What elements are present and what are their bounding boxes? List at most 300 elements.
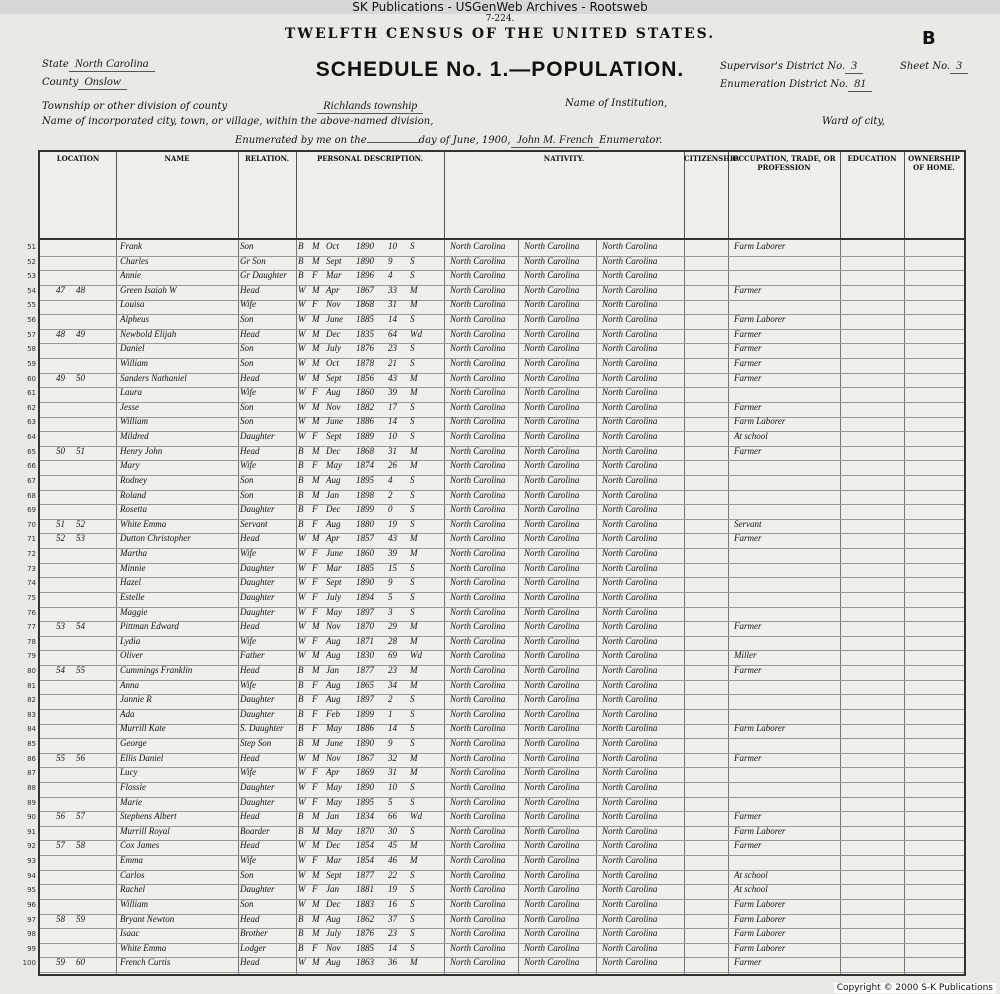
cell-occ: Farmer: [734, 957, 762, 968]
cell-rel: Wife: [240, 855, 256, 866]
cell-sex: M: [312, 401, 320, 412]
cell-rel: Head: [240, 811, 260, 822]
cell-occ: Farm Laborer: [734, 928, 786, 939]
census-ledger: [22, 150, 966, 976]
cell-name: Lucy: [120, 767, 138, 778]
cell-mother: North Carolina: [602, 621, 658, 632]
cell-birth: North Carolina: [450, 635, 506, 646]
cell-age: 9: [388, 738, 393, 749]
cell-year: 1867: [356, 752, 374, 763]
cell-color: W: [298, 752, 306, 763]
cell-mother: North Carolina: [602, 694, 658, 705]
cell-year: 1830: [356, 650, 374, 661]
cell-color: B: [298, 679, 304, 690]
cell-father: North Carolina: [524, 913, 580, 924]
copyright-notice: Copyright © 2000 S-K Publications: [834, 983, 996, 993]
cell-color: W: [298, 548, 306, 559]
cell-occ: Farmer: [734, 664, 762, 675]
cell-mother: North Carolina: [602, 869, 658, 880]
cell-rel: Head: [240, 328, 260, 339]
cell-mother: North Carolina: [602, 650, 658, 661]
cell-mother: North Carolina: [602, 401, 658, 412]
cell-mother: North Carolina: [602, 752, 658, 763]
cell-age: 26: [388, 460, 397, 471]
cell-cond: S: [410, 474, 415, 485]
cell-rel: Gr Son: [240, 255, 266, 266]
cell-color: B: [298, 811, 304, 822]
cell-name: Minnie: [120, 562, 146, 573]
supervisor-field: Supervisor's District No. 3: [720, 58, 863, 74]
schedule-title: SCHEDULE No. 1.—POPULATION.: [315, 58, 685, 81]
cell-occ: Farmer: [734, 811, 762, 822]
cell-month: May: [326, 723, 342, 734]
cell-mother: North Carolina: [602, 299, 658, 310]
cell-father: North Carolina: [524, 650, 580, 661]
cell-mother: North Carolina: [602, 811, 658, 822]
cell-birth: North Carolina: [450, 869, 506, 880]
cell-rel: Wife: [240, 299, 256, 310]
row-number: 61: [27, 389, 36, 398]
cell-mother: North Carolina: [602, 445, 658, 456]
cell-year: 1898: [356, 489, 374, 500]
cell-birth: North Carolina: [450, 548, 506, 559]
cell-color: W: [298, 855, 306, 866]
cell-year: 1860: [356, 548, 374, 559]
cell-mother: North Carolina: [602, 343, 658, 354]
cell-occ: At school: [734, 431, 768, 442]
cell-father: North Carolina: [524, 591, 580, 602]
cell-cond: S: [410, 562, 415, 573]
cell-month: Jan: [326, 664, 339, 675]
ward-field: Ward of city,: [822, 116, 885, 127]
cell-age: 32: [388, 752, 397, 763]
cell-occ: Farm Laborer: [734, 416, 786, 427]
cell-mother: North Carolina: [602, 928, 658, 939]
cell-sex: M: [312, 957, 320, 968]
cell-mother: North Carolina: [602, 314, 658, 325]
cell-sex: M: [312, 621, 320, 632]
cell-birth: North Carolina: [450, 606, 506, 617]
cell-birth: North Carolina: [450, 562, 506, 573]
row-number: 80: [27, 666, 36, 675]
cell-name: Daniel: [120, 343, 145, 354]
cell-rel: Head: [240, 284, 260, 295]
form-number: 7-224.: [485, 14, 515, 24]
cell-sex: F: [312, 855, 318, 866]
archive-banner: SK Publications - USGenWeb Archives - Rootsweb: [0, 0, 1000, 14]
cell-cond: M: [410, 299, 418, 310]
cell-rel: Head: [240, 957, 260, 968]
cell-color: W: [298, 431, 306, 442]
cell-rel: Son: [240, 357, 254, 368]
cell-age: 31: [388, 299, 397, 310]
cell-cond: S: [410, 708, 415, 719]
cell-sex: F: [312, 708, 318, 719]
cell-father: North Carolina: [524, 781, 580, 792]
cell-father: North Carolina: [524, 401, 580, 412]
header-occupation: OCCUPATION, TRADE, OR PROFESSION: [728, 152, 841, 238]
cell-year: 1880: [356, 518, 374, 529]
cell-birth: North Carolina: [450, 299, 506, 310]
cell-sex: F: [312, 796, 318, 807]
cell-year: 1869: [356, 767, 374, 778]
cell-rel: Boarder: [240, 825, 270, 836]
cell-birth: North Carolina: [450, 314, 506, 325]
cell-father: North Carolina: [524, 372, 580, 383]
cell-mother: North Carolina: [602, 825, 658, 836]
cell-month: Feb: [326, 708, 340, 719]
cell-fam: 54: [76, 621, 85, 632]
cell-age: 4: [388, 270, 393, 281]
row-number: 95: [27, 886, 36, 895]
cell-dw: 57: [56, 840, 65, 851]
cell-age: 66: [388, 811, 397, 822]
cell-father: North Carolina: [524, 416, 580, 427]
cell-mother: North Carolina: [602, 855, 658, 866]
cell-name: Alpheus: [120, 314, 149, 325]
cell-name: Ellis Daniel: [120, 752, 164, 763]
cell-age: 5: [388, 591, 393, 602]
cell-name: Mildred: [120, 431, 149, 442]
cell-rel: Wife: [240, 679, 256, 690]
cell-month: Aug: [326, 387, 341, 398]
cell-sex: F: [312, 518, 318, 529]
cell-sex: M: [312, 825, 320, 836]
cell-color: W: [298, 343, 306, 354]
cell-year: 1870: [356, 621, 374, 632]
cell-year: 1874: [356, 460, 374, 471]
cell-rel: Daughter: [240, 431, 275, 442]
cell-mother: North Carolina: [602, 942, 658, 953]
cell-sex: M: [312, 343, 320, 354]
row-number: 98: [27, 930, 36, 939]
cell-color: B: [298, 270, 304, 281]
cell-birth: North Carolina: [450, 664, 506, 675]
cell-dw: 53: [56, 621, 65, 632]
row-number: 72: [27, 550, 36, 559]
cell-sex: F: [312, 591, 318, 602]
cell-birth: North Carolina: [450, 884, 506, 895]
row-number: 62: [27, 403, 36, 412]
cell-mother: North Carolina: [602, 489, 658, 500]
cell-color: B: [298, 460, 304, 471]
cell-name: Lydia: [120, 635, 141, 646]
cell-year: 1897: [356, 606, 374, 617]
header-citizenship: CITIZENSHIP.: [684, 152, 729, 238]
cell-sex: M: [312, 474, 320, 485]
cell-cond: S: [410, 416, 415, 427]
cell-color: W: [298, 357, 306, 368]
cell-mother: North Carolina: [602, 884, 658, 895]
cell-month: Nov: [326, 401, 341, 412]
cell-sex: M: [312, 284, 320, 295]
cell-rel: Daughter: [240, 796, 275, 807]
cell-rel: Daughter: [240, 781, 275, 792]
row-number: 84: [27, 725, 36, 734]
cell-age: 14: [388, 416, 397, 427]
cell-month: Dec: [326, 328, 341, 339]
cell-name: Louisa: [120, 299, 145, 310]
cell-mother: North Carolina: [602, 460, 658, 471]
cell-color: B: [298, 694, 304, 705]
cell-year: 1877: [356, 664, 374, 675]
cell-mother: North Carolina: [602, 562, 658, 573]
cell-birth: North Carolina: [450, 372, 506, 383]
cell-year: 1899: [356, 504, 374, 515]
cell-sex: M: [312, 255, 320, 266]
cell-cond: S: [410, 577, 415, 588]
cell-sex: M: [312, 445, 320, 456]
cell-father: North Carolina: [524, 255, 580, 266]
cell-birth: North Carolina: [450, 723, 506, 734]
cell-dw: 49: [56, 372, 65, 383]
cell-mother: North Carolina: [602, 504, 658, 515]
cell-cond: S: [410, 825, 415, 836]
cell-year: 1895: [356, 474, 374, 485]
cell-name: Charles: [120, 255, 149, 266]
cell-month: Mar: [326, 855, 342, 866]
cell-mother: North Carolina: [602, 577, 658, 588]
cell-cond: M: [410, 664, 418, 675]
cell-color: B: [298, 913, 304, 924]
cell-month: Dec: [326, 840, 341, 851]
cell-father: North Carolina: [524, 898, 580, 909]
cell-father: North Carolina: [524, 606, 580, 617]
cell-father: North Carolina: [524, 942, 580, 953]
cell-age: 10: [388, 431, 397, 442]
cell-year: 1865: [356, 679, 374, 690]
cell-color: B: [298, 489, 304, 500]
cell-mother: North Carolina: [602, 957, 658, 968]
cell-rel: Step Son: [240, 738, 272, 749]
cell-sex: F: [312, 679, 318, 690]
cell-month: Nov: [326, 621, 341, 632]
cell-age: 31: [388, 445, 397, 456]
cell-rel: Wife: [240, 767, 256, 778]
cell-color: W: [298, 401, 306, 412]
header-education: EDUCATION: [840, 152, 905, 238]
cell-fam: 58: [76, 840, 85, 851]
cell-mother: North Carolina: [602, 548, 658, 559]
cell-father: North Carolina: [524, 825, 580, 836]
cell-cond: S: [410, 781, 415, 792]
cell-mother: North Carolina: [602, 474, 658, 485]
cell-cond: M: [410, 957, 418, 968]
row-number: 99: [27, 944, 36, 953]
cell-rel: Head: [240, 533, 260, 544]
cell-name: Laura: [120, 387, 143, 398]
cell-age: 10: [388, 241, 397, 251]
cell-cond: S: [410, 504, 415, 515]
cell-birth: North Carolina: [450, 694, 506, 705]
cell-color: W: [298, 621, 306, 632]
cell-name: Roland: [120, 489, 146, 500]
cell-birth: North Carolina: [450, 577, 506, 588]
cell-sex: M: [312, 328, 320, 339]
cell-mother: North Carolina: [602, 328, 658, 339]
cell-year: 1899: [356, 708, 374, 719]
cell-rel: Daughter: [240, 606, 275, 617]
row-number: 85: [27, 740, 36, 749]
cell-dw: 54: [56, 664, 65, 675]
cell-month: Oct: [326, 241, 339, 251]
cell-father: North Carolina: [524, 562, 580, 573]
cell-father: North Carolina: [524, 694, 580, 705]
cell-mother: North Carolina: [602, 387, 658, 398]
cell-color: B: [298, 255, 304, 266]
cell-age: 2: [388, 694, 393, 705]
cell-birth: North Carolina: [450, 591, 506, 602]
cell-age: 34: [388, 679, 397, 690]
cell-sex: F: [312, 577, 318, 588]
cell-mother: North Carolina: [602, 781, 658, 792]
cell-birth: North Carolina: [450, 840, 506, 851]
cell-occ: Farmer: [734, 401, 762, 412]
cell-father: North Carolina: [524, 474, 580, 485]
cell-age: 2: [388, 489, 393, 500]
cell-age: 14: [388, 942, 397, 953]
cell-father: North Carolina: [524, 314, 580, 325]
row-number: 56: [27, 316, 36, 325]
row-number: 52: [27, 257, 36, 266]
cell-mother: North Carolina: [602, 372, 658, 383]
cell-year: 1871: [356, 635, 374, 646]
cell-birth: North Carolina: [450, 708, 506, 719]
cell-rel: Lodger: [240, 942, 267, 953]
cell-father: North Carolina: [524, 708, 580, 719]
cell-birth: North Carolina: [450, 255, 506, 266]
cell-name: Rodney: [120, 474, 147, 485]
row-number: 96: [27, 900, 36, 909]
cell-color: B: [298, 942, 304, 953]
cell-birth: North Carolina: [450, 474, 506, 485]
cell-age: 43: [388, 533, 397, 544]
cell-cond: S: [410, 431, 415, 442]
cell-dw: 58: [56, 913, 65, 924]
cell-fam: 49: [76, 328, 85, 339]
cell-color: W: [298, 606, 306, 617]
cell-birth: North Carolina: [450, 752, 506, 763]
cell-year: 1870: [356, 825, 374, 836]
cell-birth: North Carolina: [450, 738, 506, 749]
cell-birth: North Carolina: [450, 928, 506, 939]
census-title: TWELFTH CENSUS OF THE UNITED STATES.: [284, 26, 716, 42]
cell-occ: Servant: [734, 518, 762, 529]
cell-age: 23: [388, 664, 397, 675]
cell-month: Apr: [326, 533, 340, 544]
cell-father: North Carolina: [524, 869, 580, 880]
cell-month: Sept: [326, 577, 342, 588]
cell-month: May: [326, 606, 342, 617]
cell-mother: North Carolina: [602, 533, 658, 544]
cell-father: North Carolina: [524, 855, 580, 866]
row-number: 91: [27, 827, 36, 836]
cell-mother: North Carolina: [602, 898, 658, 909]
cell-year: 1877: [356, 869, 374, 880]
cell-month: Jan: [326, 489, 339, 500]
cell-fam: 59: [76, 913, 85, 924]
cell-cond: M: [410, 679, 418, 690]
cell-color: B: [298, 518, 304, 529]
cell-father: North Carolina: [524, 796, 580, 807]
cell-birth: North Carolina: [450, 913, 506, 924]
cell-rel: Daughter: [240, 708, 275, 719]
row-number: 82: [27, 696, 36, 705]
cell-year: 1867: [356, 284, 374, 295]
cell-year: 1881: [356, 884, 374, 895]
cell-rel: Wife: [240, 548, 256, 559]
cell-color: W: [298, 387, 306, 398]
cell-mother: North Carolina: [602, 431, 658, 442]
cell-cond: Wd: [410, 811, 422, 822]
cell-rel: Son: [240, 474, 254, 485]
cell-cond: S: [410, 241, 415, 251]
cell-age: 10: [388, 781, 397, 792]
cell-sex: F: [312, 562, 318, 573]
row-number: 83: [27, 710, 36, 719]
cell-cond: S: [410, 942, 415, 953]
cell-father: North Carolina: [524, 767, 580, 778]
cell-month: Nov: [326, 299, 341, 310]
cell-mother: North Carolina: [602, 738, 658, 749]
cell-name: Murrill Kate: [120, 723, 166, 734]
cell-month: Aug: [326, 694, 341, 705]
row-number: 66: [27, 462, 36, 471]
row-number: 88: [27, 783, 36, 792]
cell-month: Dec: [326, 504, 341, 515]
cell-month: July: [326, 343, 341, 354]
cell-occ: Farm Laborer: [734, 723, 786, 734]
cell-father: North Carolina: [524, 884, 580, 895]
row-number: 87: [27, 769, 36, 778]
cell-birth: North Carolina: [450, 357, 506, 368]
cell-name: Mary: [120, 460, 140, 471]
row-number: 74: [27, 579, 36, 588]
row-number: 75: [27, 593, 36, 602]
cell-age: 9: [388, 577, 393, 588]
cell-cond: M: [410, 840, 418, 851]
row-number: 94: [27, 871, 36, 880]
cell-age: 4: [388, 474, 393, 485]
cell-cond: S: [410, 518, 415, 529]
cell-month: Aug: [326, 913, 341, 924]
cell-dw: 59: [56, 957, 65, 968]
cell-sex: F: [312, 606, 318, 617]
cell-cond: M: [410, 621, 418, 632]
cell-fam: 55: [76, 664, 85, 675]
cell-sex: F: [312, 431, 318, 442]
cell-rel: Wife: [240, 387, 256, 398]
cell-birth: North Carolina: [450, 825, 506, 836]
cell-year: 1862: [356, 913, 374, 924]
cell-rel: Gr Daughter: [240, 270, 287, 281]
cell-rel: Head: [240, 664, 260, 675]
cell-age: 43: [388, 372, 397, 383]
cell-age: 19: [388, 518, 397, 529]
cell-sex: F: [312, 884, 318, 895]
cell-fam: 52: [76, 518, 85, 529]
cell-age: 23: [388, 928, 397, 939]
cell-cond: S: [410, 489, 415, 500]
cell-father: North Carolina: [524, 299, 580, 310]
cell-age: 30: [388, 825, 397, 836]
cell-birth: North Carolina: [450, 401, 506, 412]
cell-sex: F: [312, 767, 318, 778]
cell-father: North Carolina: [524, 621, 580, 632]
cell-rel: Son: [240, 869, 254, 880]
cell-sex: M: [312, 314, 320, 325]
cell-birth: North Carolina: [450, 811, 506, 822]
